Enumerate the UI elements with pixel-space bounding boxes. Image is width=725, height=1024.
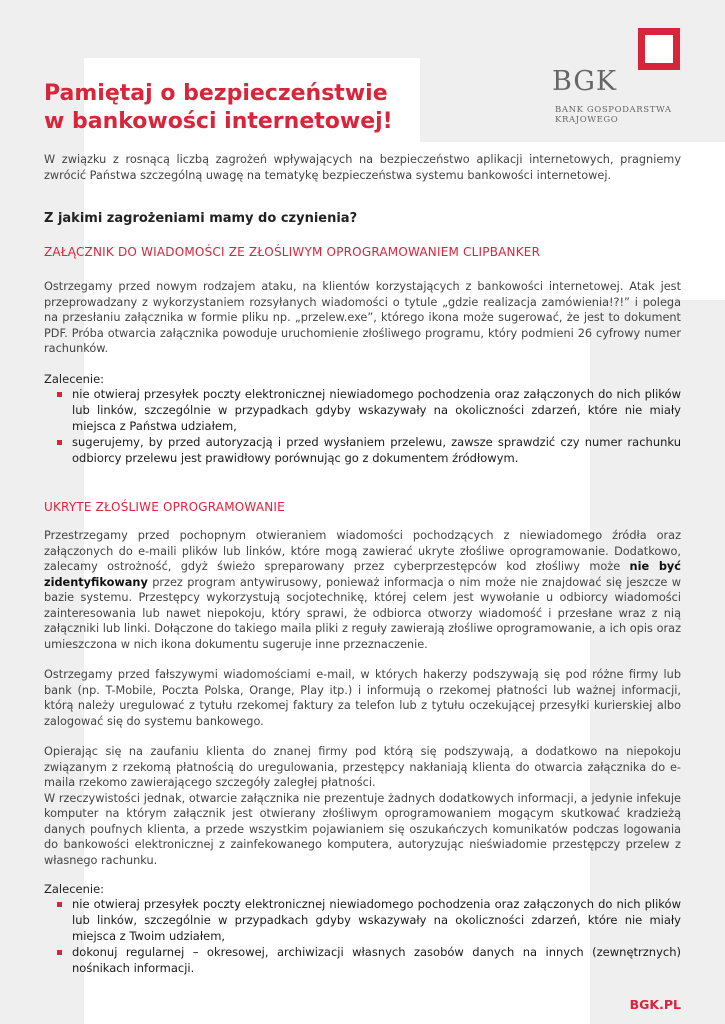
title-line-1: Pamiętaj o bezpieczeństwie <box>44 81 388 106</box>
emphasis-text: nie być zidentyfikowany <box>44 560 681 589</box>
logo-subtitle-line-1: BANK GOSPODARSTWA <box>555 105 672 115</box>
page-title <box>44 80 464 136</box>
intro-paragraph: W związku z rosnącą liczbą zagrożeń wpływających na bezpieczeństwo aplikacji internetowych, pragniemy zwrócić Państwa szczególną uwagę na tematykę bezpieczeństwa systemu bankowości internetowej. <box>44 153 681 182</box>
logo-square-icon <box>638 28 680 70</box>
section-malware-paragraph-4: W rzeczywistości jednak, otwarcie załącznika nie prezentuje żadnych dodatkowych informacji, a jedynie infekuje komputer na którym załącznik jest otwierany złośliwym oprogramowaniem mogącym skutkować kradzieżą danych poufnych klienta, a przede wszystkim pojawianiem się oszukańczych komunikatów podczas logowania do bankowości elektronicznej z zainfekowanego komputera, autoryzując nieświadomie przestępczy przelew z własnego rachunku. <box>44 791 681 867</box>
section-malware-paragraph-3: Opierając się na zaufaniu klienta do znanej firmy pod którą się podszywają, a dodatkowo na niepokoju związanym z rzekomą płatnością do uregulowania, przestępcy nakłaniają klienta do otwarcia załącznika do e-maila rzekomo zawierającego szczegóły zaległej płatności. <box>44 745 681 789</box>
section-malware-paragraph-1 <box>44 528 681 652</box>
title-line-2: w bankowości internetowej! <box>44 109 393 134</box>
recommendation-label: Zalecenie: <box>44 882 105 896</box>
logo-subtitle <box>555 105 672 125</box>
section-malware-paragraph-2: Ostrzegamy przed fałszywymi wiadomościami e-mail, w których hakerzy podszywają się pod różne firmy lub bank (np. T-Mobile, Poczta Polska, Orange, Play itp.) i informują o rzekomej płatności lub ważnej informacji, którą należy uregulować z tytułu rzekomej faktury za telefon lub z tytułu oczekującej przesyłki kurierskiej albo zalogować się do systemu bankowego. <box>44 668 681 728</box>
section-clipbanker-paragraph: Ostrzegamy przed nowym rodzajem ataku, na klientów korzystających z bankowości internetowej. Atak jest przeprowadzany z wykorzystaniem rozsyłanych wiadomości o tytule „gdzie realizacja zamówienia!?!” i polega na przesłaniu załącznika w formie pliku np. „przelew.exe”, którego ikona może sugerować, że jest to dokument PDF. Próba otwarcia załącznika powoduje uruchomienie złośliwego programu, który podmieni 26 cyfrowy numer rachunków. <box>44 280 681 355</box>
paragraph-text: Przestrzegamy przed pochopnym otwieraniem wiadomości pochodzących z niewiadomego źródła oraz załączonych do e-maili plików lub linków, które mogą zawierać ukryte złośliwe oprogramowanie. Dodatkowo, zalecamy ostrożność, gdyż świeżo spreparowany przez cyberprzestępców kod złośliwy może <box>44 529 681 573</box>
logo-subtitle-line-2: KRAJOWEGO <box>555 115 619 125</box>
section-malware-heading: UKRYTE ZŁOŚLIWE OPROGRAMOWANIE <box>44 500 285 514</box>
list-item: sugerujemy, by przed autoryzacją i przed wysłaniem przelewu, zawsze sprawdzić czy numer rachunku odbiorcy przelewu jest prawidłowy porównując go z dokumentem źródłowym. <box>72 434 681 465</box>
recommendation-label: Zalecenie: <box>44 371 105 386</box>
list-item: dokonuj regularnej – okresowej, archiwizacji własnych zasobów danych na innych (zewnętrznych) nośnikach informacji. <box>72 945 681 975</box>
list-item: nie otwieraj przesyłek poczty elektronicznej niewiadomego pochodzenia oraz załączonych do nich plików lub linków, szczególnie w przypadkach gdyby wskazywały na okoliczności zdarzeń, które nie miały miejsca z Państwa udziałem, <box>72 386 681 433</box>
question-block <box>44 211 681 226</box>
logo-wordmark: BGK <box>552 66 618 97</box>
section-clipbanker-heading: ZAŁĄCZNIK DO WIADOMOŚCI ZE ZŁOŚLIWYM OPROGRAMOWANIEM CLIPBANKER <box>44 245 541 259</box>
recommendation-list <box>44 386 681 466</box>
section-hidden-malware <box>44 500 681 976</box>
paragraph-text: przez program antywirusowy, ponieważ informacja o nim może nie znajdować się jeszcze w bazie systemu. Przestępcy wykorzystują socjotechnikę, której celem jest wywołanie u odbiorcy wiadomości zainteresowania lub nawet niepokoju, który sprawi, że odbiorca otworzy wiadomość i przesłane wraz z nią załączniki lub linki. Dołączone do takiego maila pliki z reguły zawierają złośliwe oprogramowanie, a ich opis oraz umieszczona w nich ikona dokumentu sugeruje inne przeznaczenie. <box>44 575 681 651</box>
list-item: nie otwieraj przesyłek poczty elektronicznej niewiadomego pochodzenia oraz załączonych do nich plików lub linków, szczególnie w przypadkach gdyby wskazywały na okoliczności zdarzeń, które nie miały miejsca z Twoim udziałem, <box>72 897 681 943</box>
question-heading: Z jakimi zagrożeniami mamy do czynienia? <box>44 211 358 226</box>
website-link[interactable]: BGK.PL <box>629 997 681 1012</box>
intro-block <box>44 152 681 183</box>
bgk-logo <box>548 28 688 128</box>
section-clipbanker <box>44 245 681 466</box>
recommendation-list <box>44 896 681 976</box>
